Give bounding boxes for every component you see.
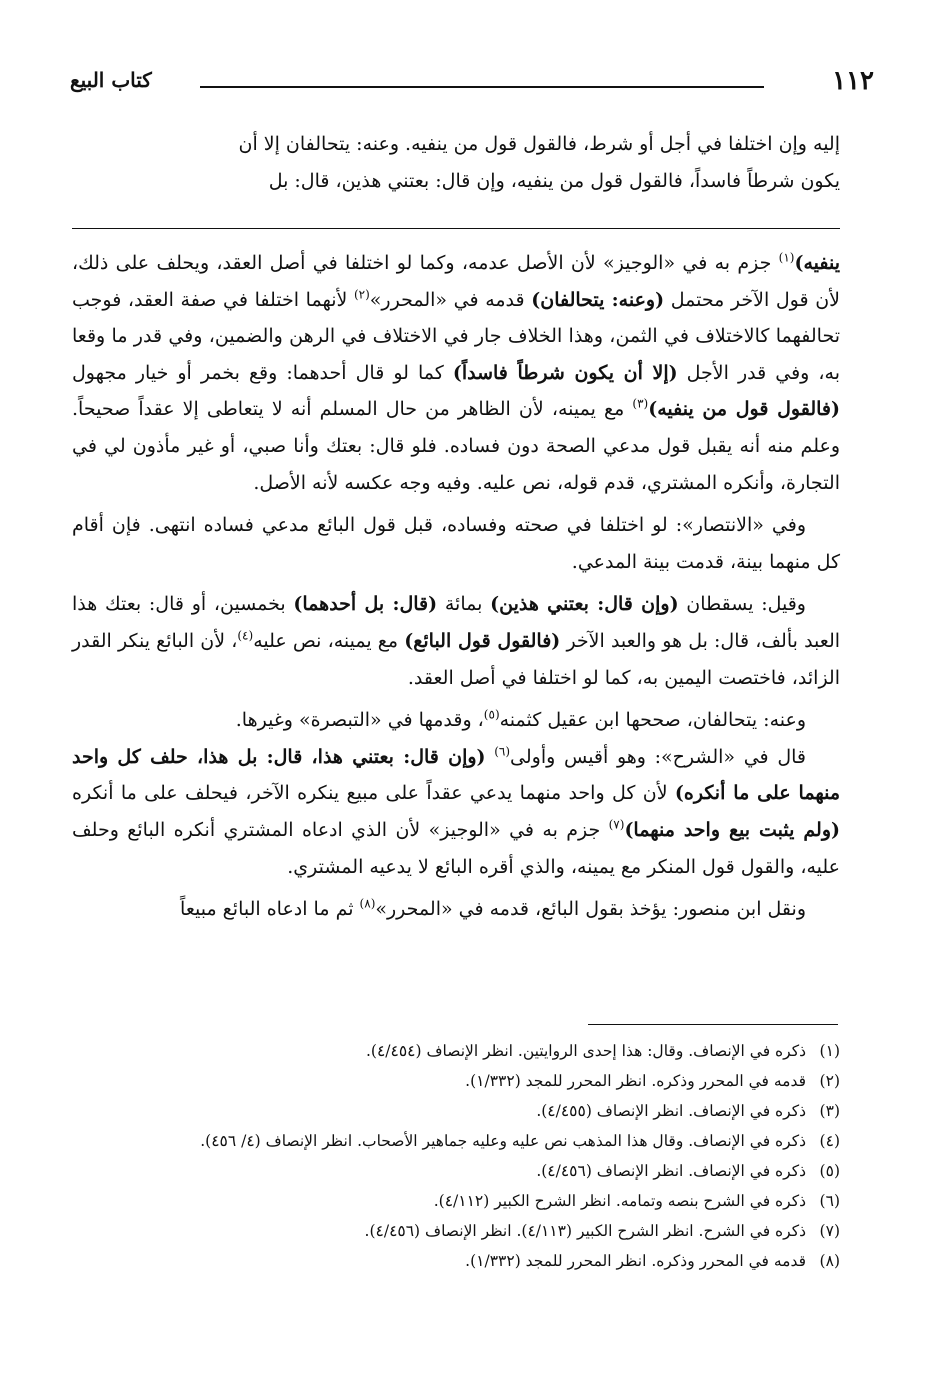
commentary-span: وفي «الانتصار»: لو اختلفا في صحته وفساده، قبل قول البائع مدعي فساده انتهى. فإن أقام كل منهما بينة، قدمت بينة المدعي. — [72, 514, 840, 573]
footnote-ref: (٣) — [632, 397, 649, 412]
commentary-span: وقيل: يسقطان — [678, 593, 806, 616]
commentary-text — [72, 245, 840, 928]
quoted-matn: ينفيه) — [794, 252, 840, 274]
footnote-number: (٧) — [819, 1222, 840, 1240]
commentary-span: كما لو قال أحدهما: وقع بخمر أو خيار مجهول — [72, 361, 453, 384]
commentary-span: لأنهما اختلفا في صفة العقد، فوجب تحالفهما كالاختلاف في الثمن، وهذا الخلاف جار في الاختلاف في الرهن والضمين، وفي قدر ما وقعا به، وفي قدر الأجل — [72, 288, 840, 384]
commentary-span — [486, 746, 495, 768]
footnote-number: (٨) — [819, 1252, 840, 1270]
commentary-span: ثم ما ادعاه البائع مبيعاً — [180, 898, 360, 921]
footnote-number: (٦) — [819, 1192, 840, 1210]
page-number: ١١٢ — [832, 66, 874, 96]
footnote-ref: (٦) — [494, 744, 511, 759]
commentary-span: ، وقدمها في «التبصرة» وغيرها. — [235, 709, 484, 732]
matn-separator-rule — [72, 228, 840, 229]
page-header — [70, 66, 874, 96]
quoted-matn: (قال: بل أحدهما) — [293, 593, 438, 616]
commentary-span: بمائة — [437, 593, 491, 616]
commentary-span: قال في «الشرح»: وهو أقيس وأولى — [510, 745, 806, 768]
commentary-span: لأن كل واحد منهما يدعي عقداً على مبيع ينكره الآخر، فيحلف على ما أنكره — [72, 782, 675, 805]
footnote-number: (٥) — [819, 1162, 840, 1180]
commentary-span: قدمه في «المحرر» — [369, 288, 532, 311]
commentary-paragraph — [72, 507, 840, 580]
quoted-matn: (وإن قال: بعتني هذا، قال: بل هذا، حلف كل واحد منهما على ما أنكره) — [72, 745, 841, 805]
quoted-matn: (وعنه: يتحالفان) — [531, 288, 665, 311]
footnote — [72, 1246, 840, 1276]
footnote-text: قدمه في المحرر وذكره. انظر المحرر للمجد (١/٣٣٢). — [465, 1252, 806, 1270]
footnote-text: ذكره في الشرح. انظر الشرح الكبير (٤/١١٣). انظر الإنصاف (٤/٤٥٦). — [364, 1222, 806, 1240]
quoted-matn: (فالقول قول البائع) — [404, 629, 561, 652]
matn-line: إليه وإن اختلفا في أجل أو شرط، فالقول قول من ينفيه. وعنه: يتحالفان إلا أن — [238, 133, 840, 155]
footnote-number: (٤) — [819, 1132, 840, 1150]
commentary-paragraph — [72, 739, 840, 885]
quoted-matn: (وإن قال: بعتني هذين) — [490, 593, 679, 616]
quoted-matn: (إلا أن يكون شرطاً فاسداً) — [452, 361, 678, 384]
footnote — [72, 1186, 840, 1216]
footnote — [72, 1036, 840, 1066]
footnote-ref: (٨) — [359, 896, 376, 911]
footnote-separator-rule — [588, 1024, 838, 1025]
footnote-text: قدمه في المحرر وذكره. انظر المحرر للمجد (١/٣٣٢). — [465, 1072, 806, 1090]
commentary-span: جزم به في «الوجيز» لأن الذي ادعاه المشتري أنكره البائع وحلف عليه، والقول قول المنكر مع يمينه، والذي أقره البائع لا يدعيه المشتري. — [72, 818, 840, 878]
footnote-text: ذكره في الشرح بنصه وتمامه. انظر الشرح الكبير (٤/١١٢). — [433, 1192, 806, 1210]
quoted-matn: (فالقول قول من ينفيه) — [648, 398, 840, 421]
footnote-ref: (٤) — [237, 628, 254, 643]
footnote-ref: (٥) — [483, 707, 500, 722]
commentary-span: جزم به في «الوجيز» لأن الأصل عدمه، وكما لو اختلفا في أصل العقد، ويحلف على ذلك، لأن قول الآخر محتمل — [72, 252, 840, 311]
matn-text — [72, 126, 840, 200]
footnote — [72, 1096, 840, 1126]
commentary-span: وعنه: يتحالفان، صححها ابن عقيل كثمنه — [499, 709, 806, 732]
footnote-ref: (١) — [778, 250, 795, 265]
footnotes — [72, 1036, 840, 1276]
commentary-paragraph — [72, 245, 840, 501]
footnote-text: ذكره في الإنصاف. وقال هذا المذهب نص عليه وعليه جماهير الأصحاب. انظر الإنصاف (٤/ ٤٥٦). — [200, 1132, 806, 1150]
commentary-span: مع يمينه، نص عليه — [253, 629, 405, 652]
commentary-paragraph — [72, 891, 840, 928]
matn-line: يكون شرطاً فاسداً، فالقول قول من ينفيه، وإن قال: بعتني هذين، قال: بل — [268, 170, 840, 192]
commentary-paragraph — [72, 702, 840, 739]
commentary-paragraph — [72, 586, 840, 696]
quoted-matn: (ولم يثبت بيع واحد منهما) — [624, 818, 840, 841]
commentary-span: ونقل ابن منصور: يؤخذ بقول البائع، قدمه في «المحرر» — [375, 898, 806, 921]
footnote-text: ذكره في الإنصاف. انظر الإنصاف (٤/٤٥٦). — [536, 1162, 806, 1180]
header-rule — [200, 86, 764, 88]
footnote-ref: (٧) — [608, 817, 625, 832]
footnote-text: ذكره في الإنصاف. وقال: هذا إحدى الروايتين. انظر الإنصاف (٤/٤٥٤). — [365, 1042, 806, 1060]
footnote — [72, 1066, 840, 1096]
footnote-number: (٢) — [819, 1072, 840, 1090]
commentary-span: مع يمينه، لأن الظاهر من حال المسلم أنه لا يتعاطى إلا عقداً صحيحاً. وعلم منه أنه يقبل قول مدعي الصحة دون فساده. فلو قال: بعتك وأنا صبي، أو غير مأذون لي في التجارة، وأنكره المشتري، قدم قوله، نص عليه. وفيه وجه عكسه لأنه الأصل. — [72, 398, 840, 494]
footnote-number: (٣) — [819, 1102, 840, 1120]
commentary-span: ، لأن البائع ينكر القدر الزائد، فاختصت اليمين به، كما لو اختلفا في أصل العقد. — [72, 629, 840, 689]
footnote-text: ذكره في الإنصاف. انظر الإنصاف (٤/٤٥٥). — [536, 1102, 806, 1120]
commentary-span: بخمسين، أو قال: بعتك هذا العبد بألف، قال: بل هو والعبد الآخر — [72, 593, 841, 652]
footnote-ref: (٢) — [353, 287, 370, 302]
footnote-number: (١) — [819, 1042, 840, 1060]
footnote — [72, 1126, 840, 1156]
footnote — [72, 1156, 840, 1186]
footnote — [72, 1216, 840, 1246]
running-title: كتاب البيع — [70, 68, 152, 92]
